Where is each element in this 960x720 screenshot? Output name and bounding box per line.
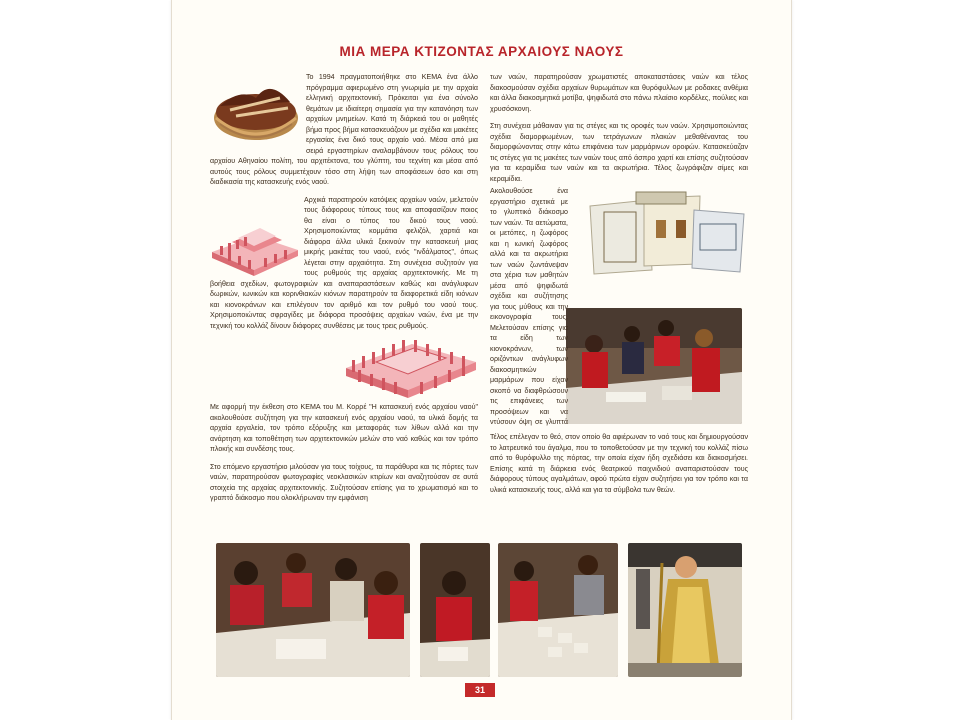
children-working-photo [566, 308, 742, 424]
statue-paragraph: Τέλος επέλεγαν το θεό, στον οποίο θα αφιέρωναν το ναό τους και δημιουργούσαν το λατρευτικό του άγαλμα, που το τοποθετούσαν με την τεχνική του κολλάζ πίσω από το θυρόφυλλο της πόρτας, την οποία είχαν ήδη σχεδιάσει και διακοσμήσει. Επίσης κατά τη διάρκεια ενός θεατρικού παιχνιδιού αναπαριστούσαν τους διάφορους τύπους αγαλμάτων, αφού πρώτα είχαν συζητήσει για τον τρόπο και τα υλικά κατασκευής τους, αλλά και για τα σύμβολα των θεών. [490, 433, 748, 494]
magazine-page [171, 0, 792, 720]
colors-paragraph: των ναών, παρατηρούσαν χρωματιστές αποκαταστάσεις ναών και τέλος διακοσμούσαν σχέδια αρχαίων θυρωμάτων και θυρόφυλλων με ροδακες ανθέμια και άλλα διακοσμητικά μοτίβα, ψηφιδωτά στο πάνω πλαίσιο κορδέλες, πούλιες και χρυσόσκονη. [490, 73, 748, 113]
student-drawings-photo [584, 190, 748, 276]
left-column-bottom [210, 402, 478, 511]
bottom-photo-1 [216, 543, 410, 677]
page-number: 31 [465, 683, 495, 697]
page-title: ΜΙΑ ΜΕΡΑ ΚΤΙΖΟΝΤΑΣ ΑΡΧΑΙΟΥΣ ΝΑΟΥΣ [339, 44, 624, 59]
right-column-bottom [490, 432, 748, 502]
bottom-photo-2 [420, 543, 490, 677]
bottom-photo-4 [628, 543, 742, 677]
walls-paragraph: Στο επόμενο εργαστήριο μιλούσαν για τους τοίχους, τα παράθυρα και τις πόρτες των ναών, παρατηρούσαν φωτογραφίες νεοκλασικών κτιρίων και αναζητούσαν σε αυτά στοιχεία της αρχαίας αρχιτεκτονικής. Συζητούσαν επίσης για το χρωματισμό και το γραπτό διάκοσμο που ολοκλήρωναν την εμφάνιση [210, 462, 478, 502]
right-column-top [490, 72, 748, 191]
roofs-paragraph: Στη συνέχεια μάθαιναν για τις στέγες και τις οροφές των ναών. Χρησιμοποιώντας σχέδια διαμορφωμένων, των τετράγωνων πλακών μεθαθέναντας του διαμορφώνοντας στην κάτω επιφάνεια των μαρμάρινων οροφών. Κατασκεύαζαν τις στέγες για τις μακέτες των ναών τους από άσπρο χαρτί και επίσης συζητούσαν για τα κεραμίδια των ναών και τα ακρωτήρια. Τέλος ζωγράφιζαν σίμες και κεραμίδια. [490, 122, 748, 183]
left-column-top [210, 72, 478, 338]
bottom-photo-3 [498, 543, 618, 677]
construction-paragraph: Με αφορμή την έκθεση στο ΚΕΜΑ του Μ. Κορρέ "Η κατασκευή ενός αρχαίου ναού" ακολουθούσε συζήτηση για την κατασκευή ενός αρχαίου ναού, τα υλικά δομής τα αρχαία εργαλεία, τον τρόπο εξόρυξης και μεταφοράς των λίθων αλλά και την ανάρτηση και τοποθέτηση των αρχιτεκτονικών μελών στο ναό καθώς και τον τρόπο πλοκής και συνδέσης τους. [210, 403, 478, 453]
floor-plans-paragraph: Αρχικά παρατηρούν κατόψεις αρχαίων ναών, μελετούν τους διάφορους τύπους τους και αποφασίζουν ποιος θα είναι ο τύπος του δικού τους ναού. Χρησιμοποιώντας κομμάτια φελιζόλ, χαρτιά και διάφορα άλλα υλικά ξεκινούν την κατασκευή μιας μικρής μακέτας του ναού, ενός "ινδάλματος", όπως λέγεται στην αρχαιότητα. Στη συνέχεια συζητούν για τους ρυθμούς της αρχαίας αρχιτεκτονικής. Με τη βοήθεια σχεδίων, φωτογραφιών και αναπαραστάσεων καθώς και ανάγλυφων δωρικών, ιωνικών και κορινθιακών κιόνων παρατηρούν τα διαφορετικά είδη κιόνων και κιονοκράνων και επιλέγουν τον αριθμό και τον ρυθμό του ναού τους. Χρησιμοποιώντας σφραγίδες με διάφορα προσόψεις αρχαίων ναών, ένα με την τεχνική του κολλάζ δίνουν διάφορες συνθέσεις με τους τρεις ρυθμούς. [210, 195, 478, 330]
sculpture-paragraph: Ακολουθούσε ένα εργαστήριο σχετικά με το γλυπτικό διάκοσμο των ναών. Τα αετώματα, οι μετόπες, η ζωφόρος και η ιωνική ζωφόρος αλλά και τα ακρωτήρια των ναών ζωντάνεψαν στα χέρια των μαθητών μέσα από ψηφιδωτά σχέδια και συζήτησης για τους μύθους και την εικονογραφία τους. Μελετούσαν επίσης για τα είδη των κιονοκράνων, των οριζόντιων ανάγλυφων διακοσμητικών μαρμάρων που είχαν σκοπό να διαφθρώσουν τις επιφάνειες των προσόψεων και να ντύσουν όψη σε γλυπτά [490, 187, 568, 426]
right-column-middle [490, 186, 568, 426]
intro-paragraph: Το 1994 πραγματοποιήθηκε στο ΚΕΜΑ ένα άλλο πρόγραμμα αφιερωμένο στη γνωριμία με την αρχαία ελληνική αρχιτεκτονική. Πρόκειται για ένα σύνολο θεμάτων με ιδιαίτερη σημασία για την κατανόηση των αρχαίων μνημείων. Κατά τη διάρκειά του οι μαθητές βήμα προς βήμα κατασκευάζουν με σχέδια και μακέτες εργασίας ένα δικό τους αρχαίο ναό. Μέσα από μια σειρά εργαστηρίων αναλαμβάνουν τους ρόλους του αρχαίου Αθηναίου πολίτη, του αρχιτέκτονα, του γλύπτη, του τεχνίτη και μέσα από αυτούς τους ρόλους συμμετέχουν τόσο στη λήψη των αποφάσεων όσο και στη διαδικασία της κατασκευής ενός ναού. [210, 73, 478, 186]
